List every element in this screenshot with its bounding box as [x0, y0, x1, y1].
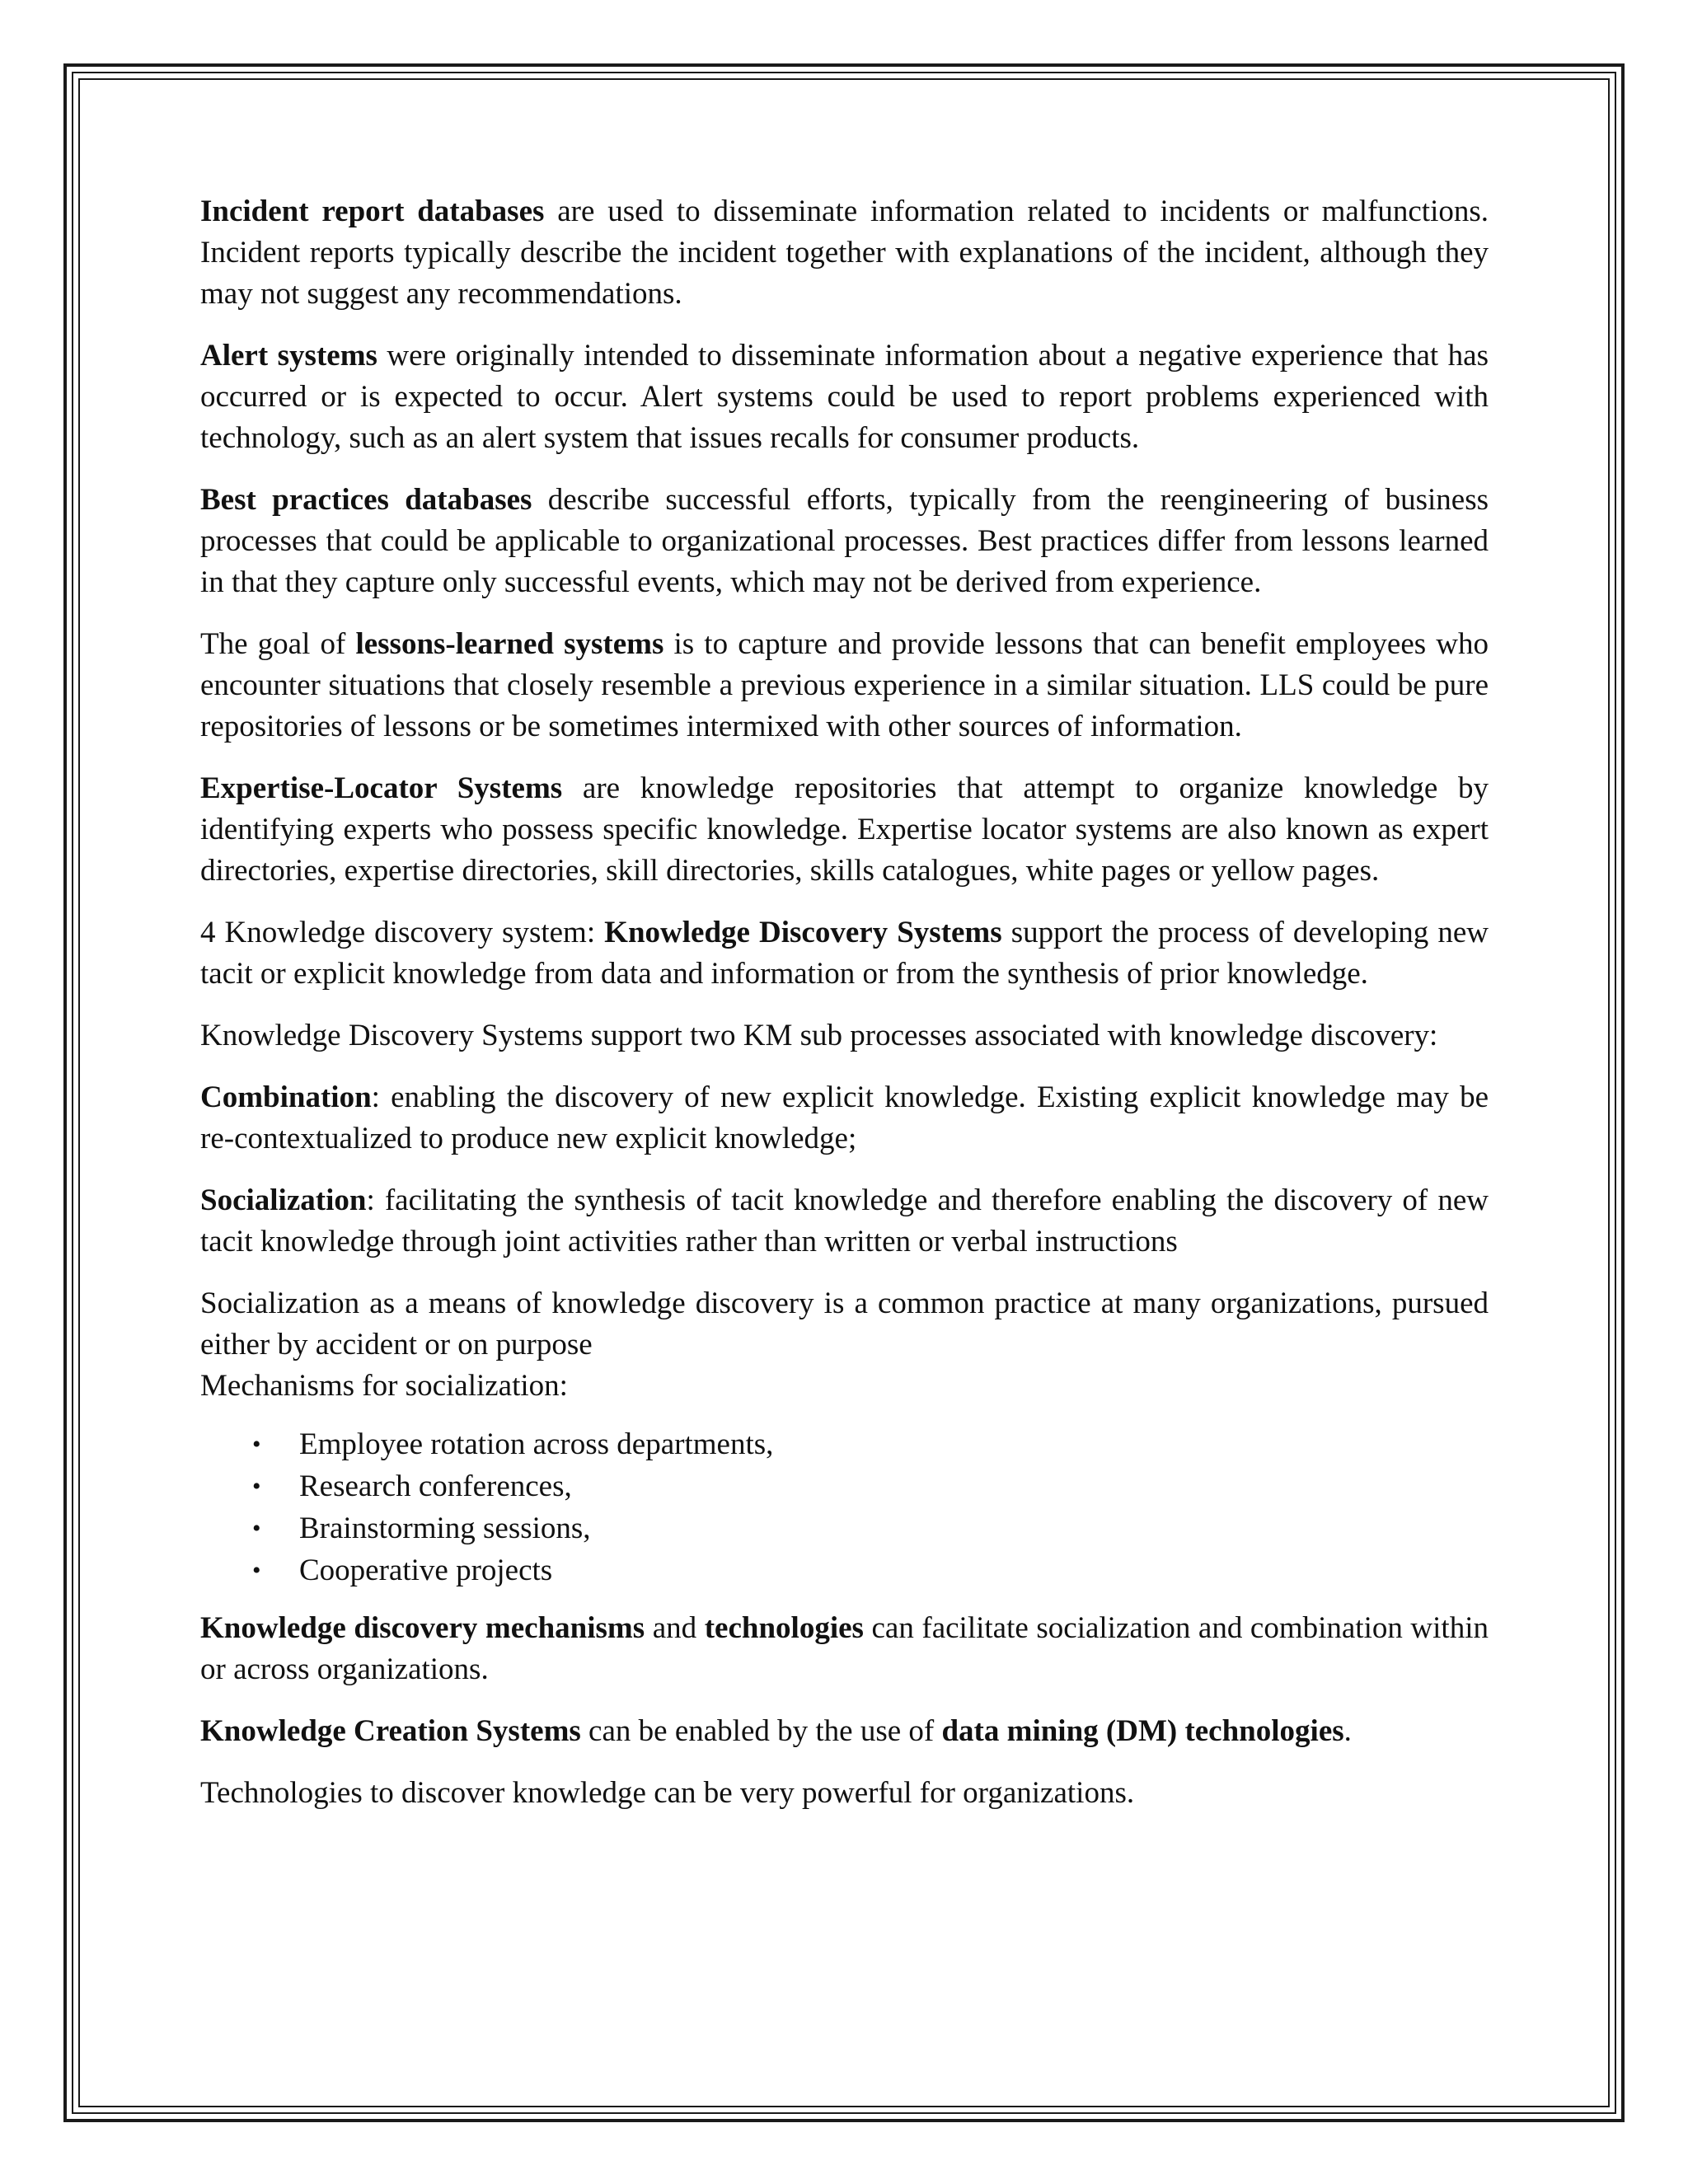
paragraph-expertise-locator: [200, 768, 1489, 892]
term-lessons-learned-systems: lessons-learned systems: [355, 627, 664, 661]
term-socialization: Socialization: [200, 1183, 367, 1217]
paragraph-text: Mechanisms for socialization:: [200, 1369, 568, 1403]
paragraph-text: is to capture and provide lessons that can benefit employees who encounter situations that closely resemble a previous experience in a similar situation. LLS could be pure repositories of lessons or be sometimes intermixed with other sources of information.: [200, 627, 1489, 743]
paragraph-prefix: 4 Knowledge discovery system:: [200, 916, 605, 949]
term-alert-systems: Alert systems: [200, 339, 377, 373]
term-knowledge-discovery-systems: Knowledge Discovery Systems: [604, 916, 1002, 949]
paragraph-text: Technologies to discover knowledge can be very powerful for organizations.: [200, 1776, 1135, 1810]
paragraph-prefix: The goal of: [200, 627, 356, 661]
bullet-icon: •: [252, 1557, 261, 1584]
paragraph-kds-subprocesses: [200, 1015, 1489, 1057]
term-knowledge-discovery-mechanisms: Knowledge discovery mechanisms: [200, 1611, 645, 1645]
paragraph-text: describe successful efforts, typically from the reengineering of business processes that could be applicable to organizational processes. Best practices differ from lessons learned in that they capture only successful events, which may not be derived from experience.: [200, 483, 1489, 599]
bullet-icon: •: [252, 1515, 261, 1542]
term-combination: Combination: [200, 1080, 372, 1114]
paragraph-knowledge-discovery-system: [200, 912, 1489, 995]
paragraph-best-practices: [200, 480, 1489, 603]
paragraph-text: Knowledge Discovery Systems support two KM sub processes associated with knowledge discovery:: [200, 1019, 1438, 1052]
term-knowledge-creation-systems: Knowledge Creation Systems: [200, 1714, 581, 1748]
paragraph-knowledge-creation-systems: [200, 1711, 1489, 1752]
paragraph-alert-systems: [200, 335, 1489, 459]
bullet-icon: •: [252, 1431, 261, 1458]
paragraph-text: : facilitating the synthesis of tacit knowledge and therefore enabling the discovery of new tacit knowledge through joint activities rather than written or verbal instructions: [200, 1183, 1489, 1258]
paragraph-combination: [200, 1077, 1489, 1160]
list-item: [200, 1549, 1489, 1591]
term-technologies: technologies: [704, 1611, 864, 1645]
paragraph-text: support the process of developing new tacit or explicit knowledge from data and information or from the synthesis of prior knowledge.: [200, 916, 1489, 991]
paragraph-technologies-powerful: [200, 1773, 1489, 1814]
list-item: [200, 1423, 1489, 1465]
list-item-text: Research conferences,: [299, 1469, 572, 1503]
term-incident-report-databases: Incident report databases: [200, 194, 545, 228]
mechanisms-list: [200, 1423, 1489, 1591]
paragraph-socialization: [200, 1180, 1489, 1263]
list-item-text: Employee rotation across departments,: [299, 1427, 774, 1461]
paragraph-lessons-learned: [200, 624, 1489, 748]
term-expertise-locator-systems: Expertise-Locator Systems: [200, 771, 563, 805]
paragraph-mechanisms-heading: [200, 1366, 1489, 1407]
paragraph-connector: can be enabled by the use of: [580, 1714, 942, 1748]
paragraph-text: are knowledge repositories that attempt to organize knowledge by identifying experts who possess specific knowledge. Expertise locator systems are also known as expert directories, expertise directories, skill directories, skills catalogues, white pages or yellow pages.: [200, 771, 1489, 888]
document-body: [200, 191, 1489, 1835]
paragraph-discovery-mechanisms: [200, 1608, 1489, 1690]
bullet-icon: •: [252, 1473, 261, 1500]
paragraph-text: were originally intended to disseminate information about a negative experience that has occurred or is expected to occur. Alert systems could be used to report problems experienced with technology, such as an alert system that issues recalls for consumer products.: [200, 339, 1489, 455]
paragraph-connector: and: [645, 1611, 705, 1645]
paragraph-incident-report-databases: [200, 191, 1489, 315]
list-item-text: Cooperative projects: [299, 1554, 553, 1587]
paragraph-text: .: [1343, 1714, 1352, 1748]
paragraph-text: : enabling the discovery of new explicit knowledge. Existing explicit knowledge may be re-contextualized to produce new explicit knowledge;: [200, 1080, 1489, 1155]
term-data-mining-technologies: data mining (DM) technologies: [941, 1714, 1344, 1748]
paragraph-socialization-practice: [200, 1283, 1489, 1366]
paragraph-text: can facilitate socialization and combination within or across organizations.: [200, 1611, 1489, 1686]
term-best-practices-databases: Best practices databases: [200, 483, 532, 517]
list-item: [200, 1507, 1489, 1549]
paragraph-text: Socialization as a means of knowledge discovery is a common practice at many organizations, pursued either by accident or on purpose: [200, 1286, 1489, 1361]
list-item: [200, 1465, 1489, 1507]
list-item-text: Brainstorming sessions,: [299, 1511, 591, 1545]
paragraph-text: are used to disseminate information related to incidents or malfunctions. Incident reports typically describe the incident together with explanations of the incident, although they may not suggest any recommendations.: [200, 194, 1489, 311]
